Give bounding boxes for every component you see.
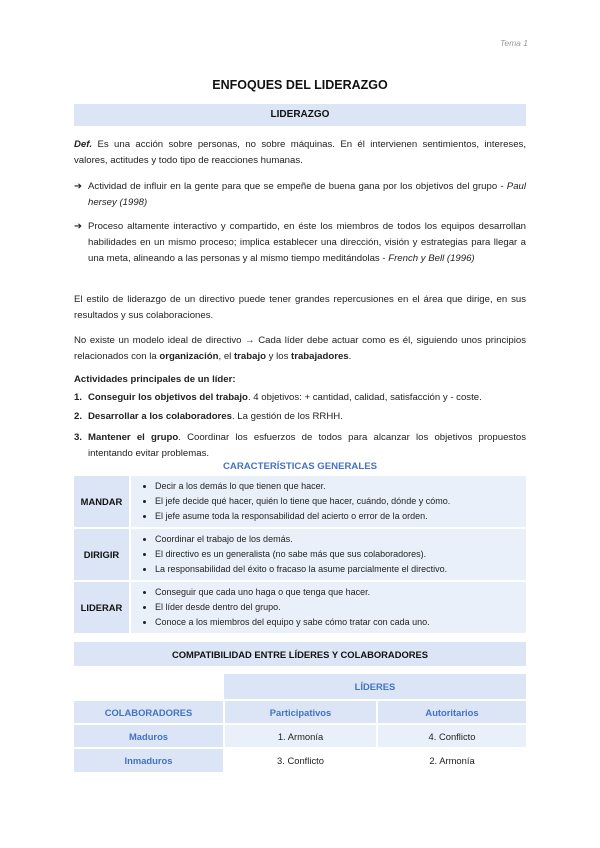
list-item: • El líder desde dentro del grupo.	[155, 600, 520, 615]
compatibility-title: COMPATIBILIDAD ENTRE LÍDERES Y COLABORADORES	[74, 642, 526, 666]
paragraph-text: No existe un modelo ideal de directivo → Cada líder debe actuar como es él, siguiendo unos principios relacionados con la	[74, 335, 526, 362]
column-header: Autoritarios	[377, 700, 526, 724]
page-header-label: Tema 1	[499, 38, 528, 48]
table-row	[74, 528, 526, 581]
row-content	[130, 476, 526, 528]
document-title: ENFOQUES DEL LIDERAZGO	[212, 78, 388, 92]
list-number: 1.	[74, 392, 83, 403]
keyword-trabajo: trabajo	[233, 351, 266, 362]
row-label: Maduros	[74, 724, 224, 748]
paragraph-text: .	[348, 351, 352, 362]
list-number: 3.	[74, 432, 83, 443]
table-row	[74, 581, 526, 634]
list-item	[74, 430, 526, 462]
bullet-text: Proceso altamente interactivo y compartido, en éste los miembros de todos los equipos desarrollan habilidades en un mismo proceso; implica establecer una dirección, visión y estrategias para llegar a una meta, alineando a las personas y al mismo tiempo meditándolas -	[88, 221, 526, 264]
column-header: Participativos	[224, 700, 377, 724]
definition-paragraph	[74, 137, 526, 169]
row-label: MANDAR	[74, 476, 130, 528]
activities-heading: Actividades principales de un líder:	[74, 374, 236, 385]
keyword-trabajadores: trabajadores	[291, 351, 349, 362]
collaborators-header: COLABORADORES	[74, 700, 224, 724]
table-cell: 4. Conflicto	[377, 724, 526, 748]
list-item: • El jefe decide qué hacer, quién lo tiene que hacer, cuándo, dónde y cómo.	[155, 494, 520, 509]
bullet-text: Actividad de influir en la gente para que se empeñe de buena gana por los objetivos del grupo -	[88, 181, 507, 192]
empty-cell	[74, 674, 224, 700]
characteristics-title: CARACTERÍSTICAS GENERALES	[222, 461, 378, 472]
characteristics-table	[74, 476, 526, 635]
row-label: DIRIGIR	[74, 528, 130, 581]
list-item-text: . 4 objetivos: + cantidad, calidad, satisfacción y - coste.	[247, 392, 482, 403]
arrow-icon: ➔	[74, 221, 83, 232]
compatibility-table	[74, 642, 526, 772]
keyword-organizacion: organización	[159, 351, 219, 362]
list-item-bold: Conseguir los objetivos del trabajo	[88, 392, 248, 403]
section-heading: LIDERAZGO	[74, 104, 526, 126]
list-item: • El jefe asume toda la responsabilidad del acierto o error de la orden.	[155, 509, 520, 524]
definition-text: Es una acción sobre personas, no sobre máquinas. En él intervienen sentimientos, intereses, valores, actitudes y todo tipo de reacciones humanas.	[74, 139, 526, 166]
row-label: LIDERAR	[74, 581, 130, 634]
list-item: • Decir a los demás lo que tienen que hacer.	[155, 479, 520, 494]
row-content	[130, 528, 526, 581]
table-cell: 3. Conflicto	[224, 748, 377, 772]
paragraph-style: El estilo de liderazgo de un directivo puede tener grandes repercusiones en el área que dirige, en sus resultados y sus colaboraciones.	[74, 294, 526, 321]
leaders-header: LÍDERES	[224, 674, 526, 700]
definition-lead: Def.	[74, 139, 93, 150]
list-item-text: . Coordinar los esfuerzos de todos para alcanzar los objetivos propuestos intentando evitar problemas.	[88, 432, 526, 459]
list-item: • La responsabilidad del éxito o fracaso la asume parcialmente el directivo.	[155, 562, 520, 577]
list-item	[74, 409, 526, 425]
paragraph-text: y los	[265, 351, 292, 362]
paragraph-model	[74, 333, 526, 365]
list-item-bold: Mantener el grupo	[88, 432, 179, 443]
arrow-icon: ➔	[74, 181, 83, 192]
table-cell: 1. Armonía	[224, 724, 377, 748]
list-item-text: . La gestión de los RRHH.	[231, 411, 343, 422]
bullet-author: French y Bell (1996)	[388, 253, 475, 264]
list-item: • Conoce a los miembros del equipo y sabe cómo tratar con cada uno.	[155, 615, 520, 630]
list-item: • Coordinar el trabajo de los demás.	[155, 532, 520, 547]
table-row	[74, 476, 526, 528]
list-item-bold: Desarrollar a los colaboradores	[88, 411, 232, 422]
row-label: Inmaduros	[74, 748, 224, 772]
bullet-item	[74, 219, 526, 267]
list-number: 2.	[74, 411, 83, 422]
bullet-author: Paul hersey (1998)	[88, 181, 526, 208]
paragraph-text: , el	[218, 351, 234, 362]
bullet-item	[74, 179, 526, 211]
row-content	[130, 581, 526, 634]
list-item: • El directivo es un generalista (no sabe más que sus colaboradores).	[155, 547, 520, 562]
list-item	[74, 390, 526, 406]
list-item: • Conseguir que cada uno haga o que tenga que hacer.	[155, 585, 520, 600]
table-cell: 2. Armonía	[377, 748, 526, 772]
